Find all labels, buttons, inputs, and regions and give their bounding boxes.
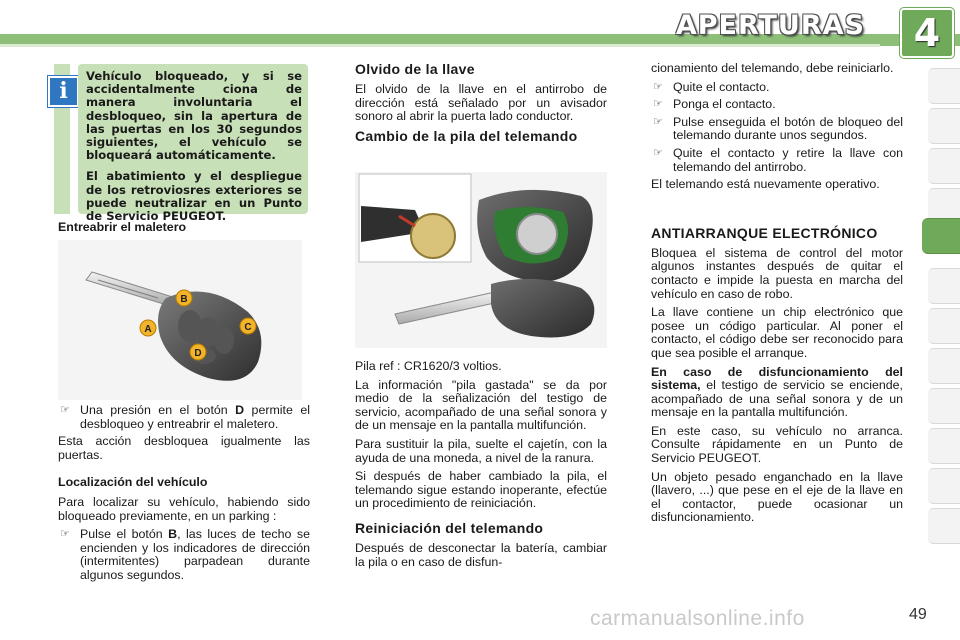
reinit-step: [651, 98, 903, 112]
right-column: [651, 62, 903, 530]
key-label-a: A: [144, 324, 152, 335]
reinit-step-text: Ponga el contacto.: [673, 97, 776, 112]
side-tab[interactable]: [928, 508, 960, 544]
battery-replace: Para sustituir la pila, suelte el cajetín, con la ayuda de una moneda, a nivel de la ranura.: [355, 436, 607, 465]
pointing-hand-icon: ☞: [653, 115, 663, 128]
middle-column-bottom: [355, 360, 607, 574]
immobiliser-malfunction: [651, 366, 903, 420]
heading-trunk: Entreabrir el maletero: [58, 220, 187, 234]
side-tab[interactable]: [928, 308, 960, 344]
immobiliser-text-4: Un objeto pesado enganchado en la llave (llavero, ...) que pese en el eje de la llave en el contactor, puede ocasionar un disfuncionamiento.: [651, 469, 903, 525]
left-column: [58, 221, 310, 241]
heading-immobiliser: ANTIARRANQUE ELECTRÓNICO: [651, 224, 878, 241]
locate-text: Para localizar su vehículo, habiendo sido bloqueado previamente, en un parking :: [58, 494, 310, 523]
battery-after: Si después de haber cambiado la pila, el telemando sigue estando inoperante, efectúe un procedimiento de reiniciación.: [355, 469, 607, 511]
battery-change-photo: [355, 172, 607, 348]
pointing-hand-icon: ☞: [60, 404, 70, 416]
pointing-hand-icon: ☞: [653, 80, 663, 93]
side-tab[interactable]: [928, 468, 960, 504]
page-header: [0, 0, 960, 55]
side-tab[interactable]: [928, 268, 960, 304]
heading-reinit: Reiniciación del telemando: [355, 519, 544, 536]
forgotten-key-text: El olvido de la llave en el antirrobo de dirección está señalado por un avisador sonoro al abrir la puerta lado conductor.: [355, 82, 607, 124]
chapter-number-badge: 4: [900, 8, 954, 58]
info-box: [78, 64, 308, 224]
side-tab-active[interactable]: [922, 218, 960, 254]
key-remote-photo: [58, 240, 302, 400]
side-tab[interactable]: [928, 428, 960, 464]
bullet-trunk: [58, 404, 310, 431]
bullet-trunk-text-end: permite el desbloqueo y entreabrir el maletero.: [80, 403, 310, 431]
middle-column-top: [355, 62, 607, 150]
key-label-c: C: [244, 322, 252, 333]
immobiliser-text-1: Bloquea el sistema de control del motor algunos instantes después de quitar el contacto e impide la puesta en marcha del vehículo en caso de robo.: [651, 245, 903, 301]
reinit-step: [651, 147, 903, 174]
left-column-lower: [58, 404, 310, 587]
heading-locate: Localización del vehículo: [58, 475, 208, 490]
pointing-hand-icon: ☞: [653, 98, 663, 111]
side-tab[interactable]: [928, 388, 960, 424]
reinit-continue: cionamiento del telemando, debe reiniciarlo.: [651, 61, 894, 75]
pointing-hand-icon: ☞: [60, 528, 70, 541]
pointing-hand-icon: ☞: [653, 146, 663, 159]
key-b-label: B: [168, 527, 178, 542]
key-d-label: D: [235, 403, 245, 417]
heading-battery-change: Cambio de la pila del telemando: [355, 127, 578, 144]
battery-change-illustration: [355, 172, 607, 348]
immobiliser-text-2: La llave contiene un chip electrónico que posee un código particular. Al poner el contacto, el código debe ser reconocido para que sea posible el arranque.: [651, 305, 903, 360]
malfunction-lead: En caso de disfuncionamiento del sistema,: [651, 364, 903, 393]
side-tab[interactable]: [928, 348, 960, 384]
reinit-step: [651, 81, 903, 95]
bullet-locate-text-end: , las luces de techo se encienden y los indicadores de dirección (intermitentes) parpadean durante algunos segundos.: [80, 527, 310, 582]
trunk-note: Esta acción desbloquea igualmente las puertas.: [58, 434, 310, 462]
side-tab[interactable]: [928, 68, 960, 104]
reinit-step-text: Quite el contacto y retire la llave con telemando del antirrobo.: [673, 145, 903, 174]
heading-forgotten-key: Olvido de la llave: [355, 61, 475, 77]
reinit-step: [651, 116, 903, 143]
bullet-locate: [58, 528, 310, 582]
page-title: APERTURAS: [675, 10, 865, 41]
key-label-d: D: [194, 348, 202, 359]
side-tab[interactable]: [928, 148, 960, 184]
header-band-line: [0, 44, 880, 47]
side-tab[interactable]: [928, 108, 960, 144]
reinit-step-text: Quite el contacto.: [673, 79, 770, 94]
malfunction-text: el testigo de servicio se enciende, acompañado de una señal sonora y de un mensaje en la pantalla multifunción.: [651, 378, 903, 420]
reinit-step-text: Pulse enseguida el botón de bloqueo del telemando durante unos segundos.: [673, 114, 903, 143]
bullet-trunk-text: Una presión en el botón: [80, 403, 236, 417]
immobiliser-text-3: En este caso, su vehículo no arranca. Consulte rápidamente en un Punto de Servicio PEUGEOT.: [651, 423, 903, 466]
watermark: carmanualsonline.info: [590, 607, 805, 630]
page-number: 49: [909, 606, 927, 623]
bullet-locate-text: Pulse el botón: [80, 527, 169, 542]
battery-info: La información "pila gastada" se da por medio de la señalización del testigo de servicio, acompañado de una señal sonora y de un mensaje en la pantalla multifunción.: [355, 377, 607, 433]
reinit-text: Después de desconectar la batería, cambiar la pila o en caso de disfun-: [355, 540, 607, 569]
key-remote-illustration: [58, 240, 302, 400]
reinit-done: El telemando está nuevamente operativo.: [651, 177, 880, 192]
info-icon: i: [48, 76, 79, 107]
info-text-1: Vehículo bloqueado, y si se accidentalmente ciona de manera involuntaria el desbloqueo, sin la apertura de las puertas en los 30 segundos siguientes, el vehículo se bloqueará automáticamente.: [86, 69, 302, 163]
key-label-b: B: [180, 294, 188, 305]
info-text-2: El abatimiento y el despliegue de los retroviosres exteriores se puede neutralizar en un Punto de Servicio PEUGEOT.: [86, 169, 302, 224]
battery-ref: Pila ref : CR1620/3 voltios.: [355, 359, 502, 373]
chapter-side-tabs: [928, 68, 960, 568]
